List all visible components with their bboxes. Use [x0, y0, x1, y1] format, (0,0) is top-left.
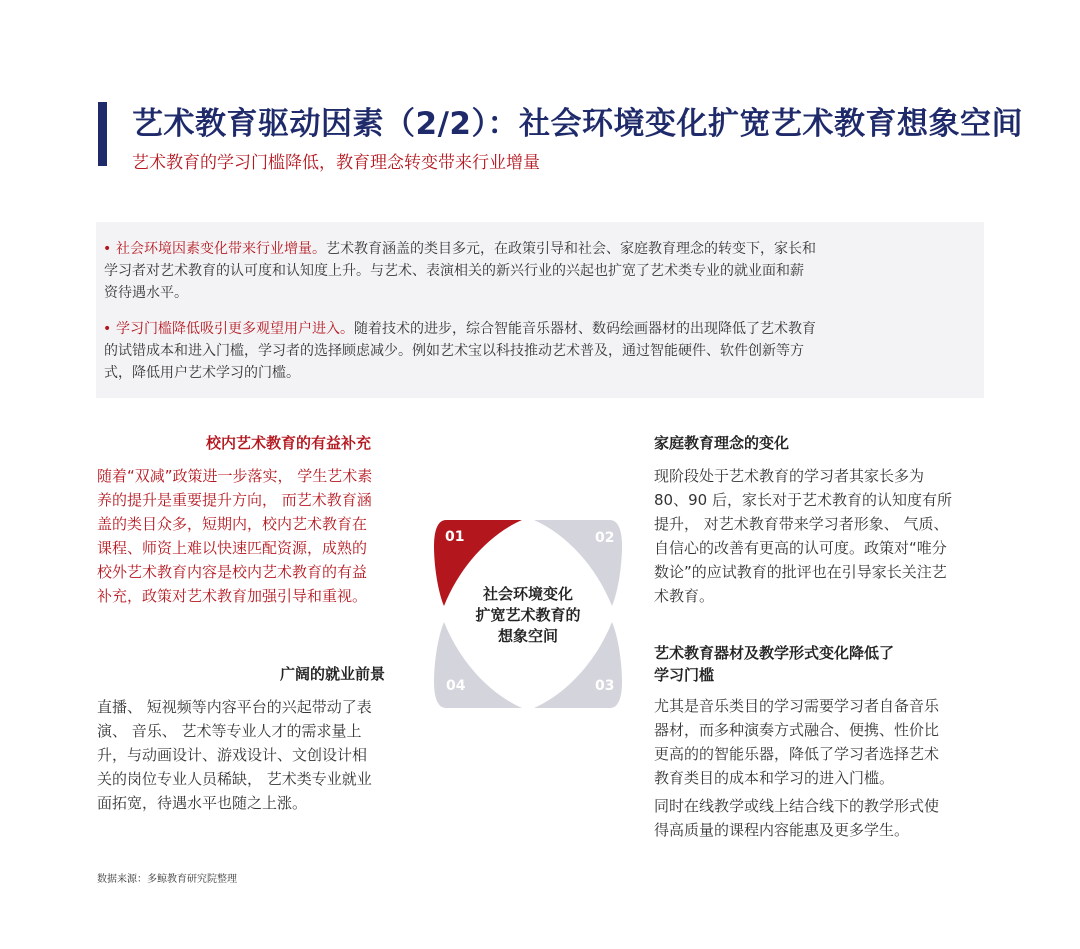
summary-highlight: 学习门槛降低吸引更多观望用户进入。 — [116, 321, 354, 337]
body-line: 养的提升是重要提升方向， 而艺术教育涵 — [97, 491, 372, 509]
body-line: 尤其是音乐类目的学习需要学习者自备音乐 — [654, 697, 940, 715]
petal-label-04: 04 — [446, 678, 466, 694]
title-accent-bar — [98, 102, 107, 166]
summary-line: 艺术教育涵盖的类目多元，在政策引导和社会、家庭教育理念的转变下，家长和 — [326, 241, 816, 257]
section-body-family — [654, 464, 952, 608]
title-line: 学习门槛 — [654, 666, 715, 684]
summary-line: 式，降低用户艺术学习的门槛。 — [104, 365, 300, 381]
bullet-icon: • — [103, 241, 112, 257]
title-line: 艺术教育器材及教学形式变化降低了 — [654, 644, 895, 662]
body-line: 现阶段处于艺术教育的学习者其家长多为 — [654, 467, 925, 485]
body-line: 更高的的智能乐器，降低了学习者选择艺术 — [654, 745, 940, 763]
page-title: 艺术教育驱动因素（2/2）：社会环境变化扩宽艺术教育想象空间 — [132, 106, 1023, 142]
body-line: 术教育。 — [654, 587, 715, 605]
page-subtitle: 艺术教育的学习门槛降低，教育理念转变带来行业增量 — [132, 153, 540, 173]
body-line: 80、90 后，家长对于艺术教育的认知度有所 — [654, 491, 952, 509]
body-line: 自信心的改善有更高的认可度。政策对“唯分 — [654, 539, 947, 557]
summary-highlight: 社会环境因素变化带来行业增量。 — [116, 241, 326, 257]
section-body-equipment — [654, 694, 939, 790]
diagram-center-text — [438, 584, 618, 647]
body-line: 直播、 短视频等内容平台的兴起带动了表 — [97, 698, 372, 716]
body-line: 升，与动画设计、游戏设计、文创设计相 — [97, 746, 368, 764]
body-line: 校外艺术教育内容是校内艺术教育的有益 — [97, 563, 368, 581]
body-line: 提升， 对艺术教育带来学习者形象、 气质、 — [654, 515, 949, 533]
body-line: 器材，而多种演奏方式融合、便携、性价比 — [654, 721, 940, 739]
center-line: 社会环境变化 — [482, 585, 573, 603]
section-title-school: 校内艺术教育的有益补充 — [206, 434, 372, 452]
data-source-note: 数据来源：多鲸教育研究院整理 — [97, 874, 237, 885]
summary-item-1 — [104, 238, 984, 304]
body-line: 盖的类目众多，短期内，校内艺术教育在 — [97, 515, 368, 533]
body-line: 关的岗位专业人员稀缺， 艺术类专业就业 — [97, 770, 372, 788]
petal-label-02: 02 — [595, 530, 615, 546]
body-line: 得高质量的课程内容能惠及更多学生。 — [654, 821, 910, 839]
petal-label-01: 01 — [445, 529, 465, 545]
center-line: 扩宽艺术教育的 — [475, 606, 581, 624]
section-title-equipment — [654, 642, 894, 686]
summary-line: 随着技术的进步，综合智能音乐器材、数码绘画器材的出现降低了艺术教育 — [354, 321, 816, 337]
section-body-employment — [97, 695, 372, 815]
petal-label-03: 03 — [595, 678, 615, 694]
body-line: 演、 音乐、 艺术等专业人才的需求量上 — [97, 722, 362, 740]
section-body-school — [97, 464, 372, 608]
section-title-employment: 广阔的就业前景 — [280, 665, 386, 683]
body-line: 数论”的应试教育的批评也在引导家长关注艺 — [654, 563, 947, 581]
body-line: 随着“双减”政策进一步落实， 学生艺术素 — [97, 467, 373, 485]
section-body-equipment-2 — [654, 794, 939, 842]
section-title-family: 家庭教育理念的变化 — [654, 434, 790, 452]
body-line: 课程、师资上难以快速匹配资源，成熟的 — [97, 539, 368, 557]
summary-line: 学习者对艺术教育的认可度和认知度上升。与艺术、表演相关的新兴行业的兴起也扩宽了艺术类专业的就业面和薪 — [104, 263, 804, 279]
summary-line: 资待遇水平。 — [104, 285, 188, 301]
center-line: 想象空间 — [497, 627, 558, 645]
body-line: 面拓宽，待遇水平也随之上涨。 — [97, 794, 308, 812]
summary-item-2 — [104, 318, 984, 384]
body-line: 教育类目的成本和学习的进入门槛。 — [654, 769, 895, 787]
body-line: 补充，政策对艺术教育加强引导和重视。 — [97, 587, 368, 605]
bullet-icon: • — [103, 321, 112, 337]
summary-line: 的试错成本和进入门槛，学习者的选择顾虑减少。例如艺术宝以科技推动艺术普及，通过智能硬件、软件创新等方 — [104, 343, 804, 359]
body-line: 同时在线教学或线上结合线下的教学形式使 — [654, 797, 940, 815]
